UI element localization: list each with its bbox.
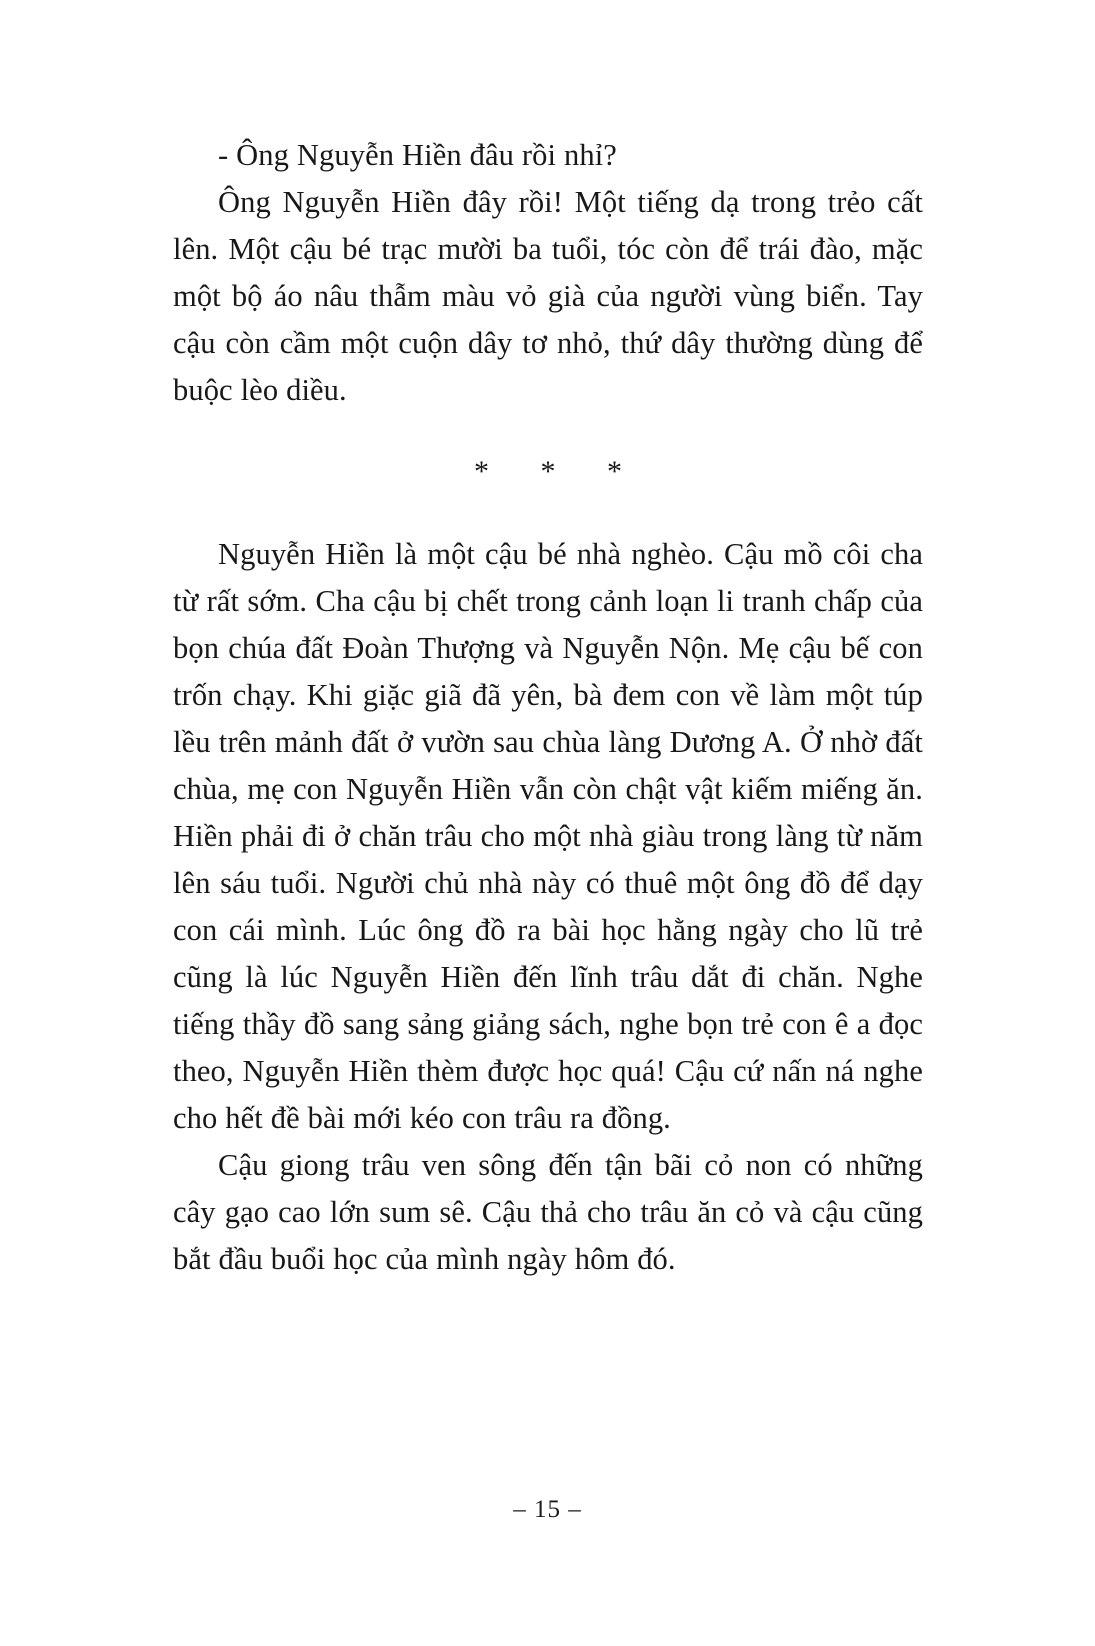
page-number: – 15 – [513, 1496, 582, 1523]
body-paragraph-1: Ông Nguyễn Hiền đây rồi! Một tiếng dạ trong trẻo cất lên. Một cậu bé trạc mười ba tuổi, tóc còn để trái đào, mặc một bộ áo nâu thẫm màu vỏ già của người vùng biển. Tay cậu còn cầm một cuộn dây tơ nhỏ, thứ dây thường dùng để buộc lèo diều. [173, 185, 923, 407]
body-paragraph-3: Cậu giong trâu ven sông đến tận bãi cỏ non có những cây gạo cao lớn sum sê. Cậu thả cho trâu ăn cỏ và cậu cũng bắt đầu buổi học của mình ngày hôm đó. [173, 1148, 923, 1276]
dialogue-line: - Ông Nguyễn Hiền đâu rồi nhỉ? [218, 138, 617, 172]
page-text-body [173, 132, 923, 1283]
section-separator: * * * [474, 455, 644, 488]
body-paragraph-2: Nguyễn Hiền là một cậu bé nhà nghèo. Cậu mồ côi cha từ rất sớm. Cha cậu bị chết trong cảnh loạn li tranh chấp của bọn chúa đất Đoàn Thượng và Nguyễn Nộn. Mẹ cậu bế con trốn chạy. Khi giặc giã đã yên, bà đem con về làm một túp lều trên mảnh đất ở vườn sau chùa làng Dương A. Ở nhờ đất chùa, mẹ con Nguyễn Hiền vẫn còn chật vật kiếm miếng ăn. Hiền phải đi ở chăn trâu cho một nhà giàu trong làng từ năm lên sáu tuổi. Người chủ nhà này có thuê một ông đồ để dạy con cái mình. Lúc ông đồ ra bài học hằng ngày cho lũ trẻ cũng là lúc Nguyễn Hiền đến lĩnh trâu dắt đi chăn. Nghe tiếng thầy đồ sang sảng giảng sách, nghe bọn trẻ con ê a đọc theo, Nguyễn Hiền thèm được học quá! Cậu cứ nấn ná nghe cho hết đề bài mới kéo con trâu ra đồng. [173, 537, 923, 1135]
